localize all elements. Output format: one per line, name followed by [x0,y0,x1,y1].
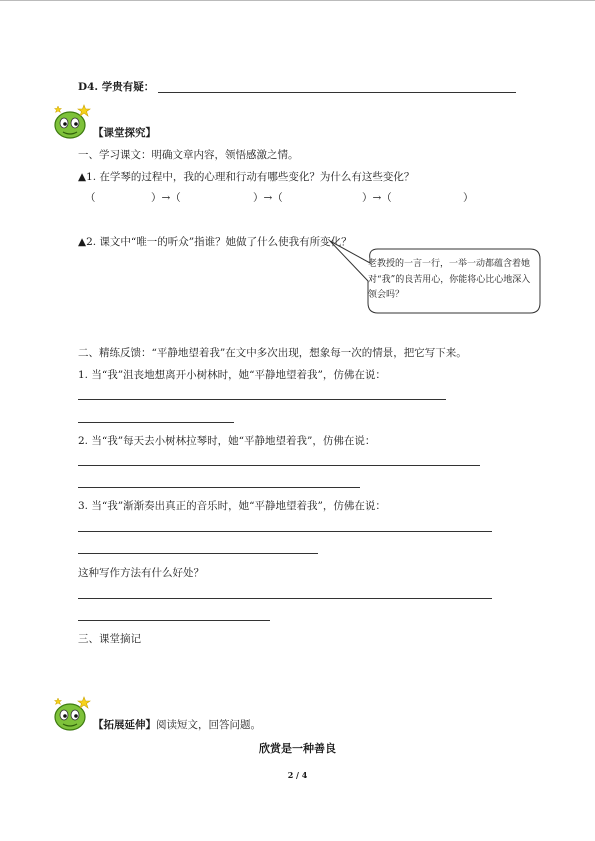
part2-item-1: 1. 当“我”沮丧地想离开小树林时，她“平静地望着我”，仿佛在说： [78,369,386,381]
section-extend [93,717,261,732]
answer-line[interactable] [78,598,492,599]
q1-blank-arrow-3: ）→（ [362,192,392,204]
answer-line[interactable] [78,465,480,466]
q1-blank-arrow-1: ）→（ [151,192,181,204]
hint-bubble [360,249,540,313]
part2-item-2: 2. 当“我”每天去小树林拉琴时，她“平静地望着我”，仿佛在说： [78,435,376,447]
question-1: ▲1. 在学琴的过程中，我的心理和行动有哪些变化？为什么有这些变化？ [78,171,415,183]
part2-item-3: 3. 当“我”渐渐奏出真正的音乐时，她“平静地望着我”，仿佛在说： [78,500,386,512]
section-title-explore: 【课堂探究】 [93,127,156,139]
answer-line[interactable] [78,531,492,532]
part3-heading: 三、课堂摘记 [78,633,141,645]
answer-line[interactable] [78,399,446,400]
method-question: 这种写作方法有什么好处？ [78,567,204,579]
q1-blank-arrow-2: ）→（ [253,192,283,204]
extend-instruction: 阅读短文，回答问题。 [156,719,261,731]
mascot-icon [50,101,94,141]
q1-blank-open: （ [85,192,96,204]
answer-line[interactable] [78,553,318,554]
answer-line[interactable] [78,422,234,423]
section-title-extend: 【拓展延伸】 [93,719,156,731]
answer-line[interactable] [78,620,270,621]
answer-line[interactable] [78,487,360,488]
d4-answer-line[interactable] [158,92,516,93]
page-number: 2 / 4 [287,770,308,780]
question-2: ▲2. 课文中“唯一的听众”指谁？她做了什么使我有所变化？ [78,236,352,248]
bubble-text: 老教授的一言一行，一举一动都蕴含着她对“我”的良苦用心，你能将心比心地深入领会吗？ [368,259,531,300]
q1-blank-close: ） [463,192,474,204]
d4-label: D4. 学贵有疑： [78,81,155,93]
part1-heading: 一、学习课文：明确文章内容，领悟感激之情。 [78,149,299,161]
part2-heading: 二、精练反馈：“平静地望着我”在文中多次出现，想象每一次的情景，把它写下来。 [78,347,467,359]
top-border-line [0,0,595,1]
mascot-icon [50,693,94,733]
essay-title: 欣赏是一种善良 [259,742,336,755]
